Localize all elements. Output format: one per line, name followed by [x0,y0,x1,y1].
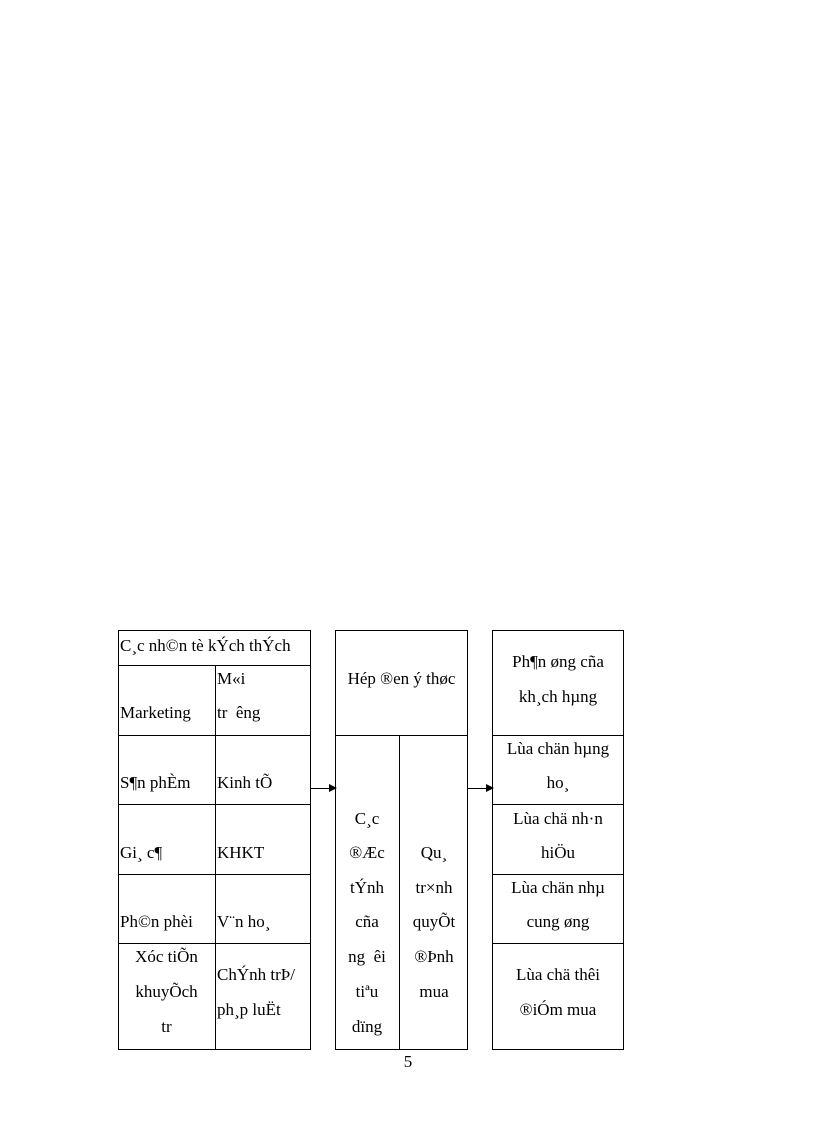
marketing-distribution: Ph©n phèi [120,912,193,931]
process-line: quyÕt [412,912,456,931]
response-timing-choice: ®iÓm mua [519,1000,597,1019]
marketing-price: Gi¸ c¶ [120,843,163,862]
response-row-divider [492,943,624,944]
marketing-promotion-line2: khuyÕch [135,982,198,1001]
process-line: Qu¸ [420,843,448,862]
environment-politics-line1: ChÝnh trÞ/ [217,965,295,984]
response-product-choice: ho¸ [546,773,570,792]
characteristics-line: tÝnh [350,878,384,897]
environment-header-line2: tr êng [217,703,261,722]
process-line: tr×nh [415,878,453,897]
characteristics-line: ng êi [348,947,386,966]
characteristics-line: dïng [351,1017,383,1036]
marketing-promotion-line1: Xóc tiÕn [135,947,198,966]
black-box-title: Hép ®en ý thøc [347,669,456,688]
black-box-divider [335,735,468,736]
characteristics-line: C¸c [354,809,380,828]
marketing-product: S¶n phÈm [120,773,191,792]
response-dealer-choice: Lùa chän nhµ [511,878,605,897]
stimuli-row-divider [118,804,311,805]
stimuli-title: C¸c nh©n tè kÝch thÝch [120,636,291,655]
response-timing-choice: Lùa chä thêi [515,965,600,984]
arrow-stimuli-to-blackbox [311,788,336,789]
stimuli-row-divider [118,735,311,736]
response-brand-choice: Lùa chä nh·n [513,809,603,828]
response-product-choice: Lùa chän hµng [506,739,610,758]
stimuli-row-divider [118,874,311,875]
process-line: ®Þnh [414,947,454,966]
response-dealer-choice: cung øng [526,912,590,931]
characteristics-line: tiªu [355,982,379,1001]
marketing-promotion-line3: tr [161,1017,172,1036]
characteristics-line: cña [355,912,379,931]
response-title-line2: kh¸ch hµng [518,687,598,706]
stimuli-column-divider [215,665,216,1050]
arrow-blackbox-to-response [468,788,493,789]
characteristics-line: ®Æc [349,843,385,862]
page-number: 5 [403,1052,413,1071]
environment-header-line1: M«i [217,669,246,688]
response-brand-choice: hiÖu [541,843,575,862]
environment-culture: V¨n ho¸ [217,912,271,931]
environment-economic: Kinh tÕ [217,773,273,792]
marketing-header: Marketing [120,703,191,722]
process-line: mua [419,982,449,1001]
consumer-behavior-diagram [0,620,816,1036]
environment-technology: KHKT [217,843,265,862]
response-title-line1: Ph¶n øng cña [512,652,604,671]
environment-politics-line2: ph¸p luËt [217,1000,281,1019]
